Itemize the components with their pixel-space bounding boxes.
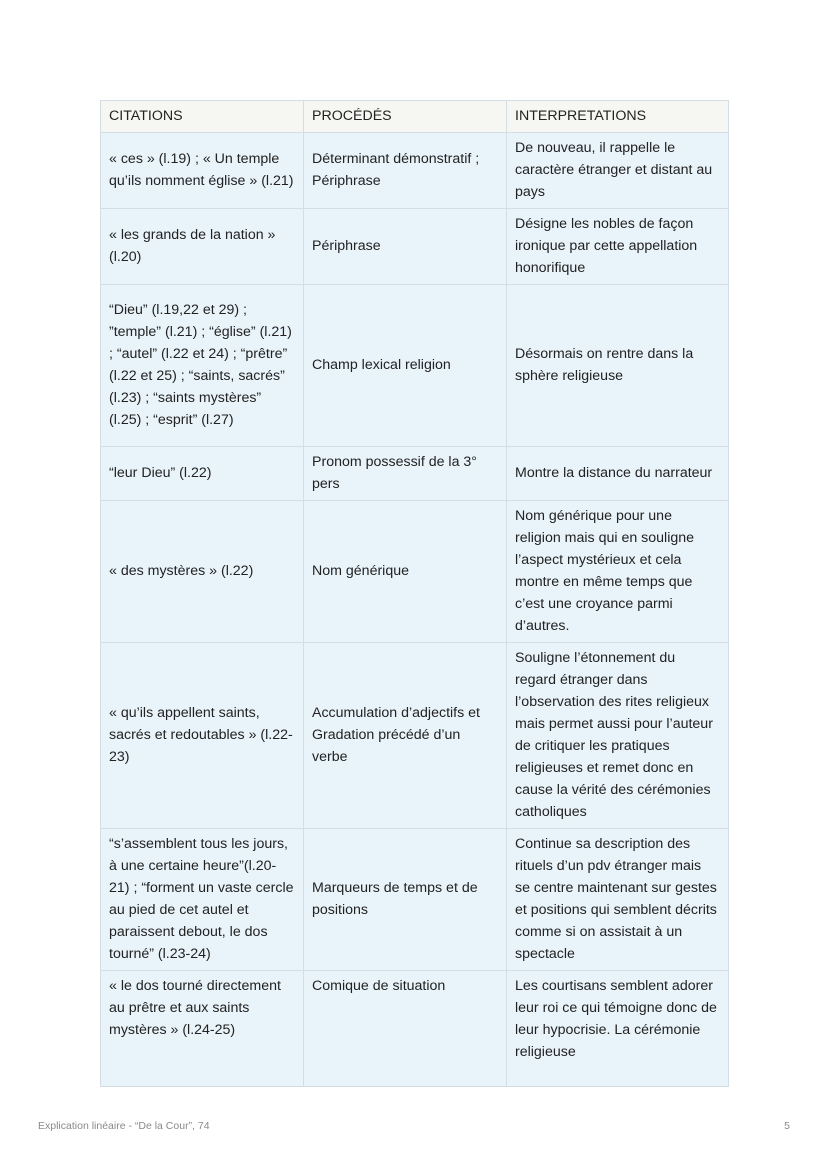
header-procedes: PROCÉDÉS <box>304 101 507 133</box>
analysis-table <box>100 100 729 1087</box>
procede-cell: Pronom possessif de la 3° pers <box>304 447 507 501</box>
interpretation-cell: Les courtisans semblent adorer leur roi ce qui témoigne donc de leur hypocrisie. La cérémonie religieuse <box>507 971 729 1087</box>
header-interpretations: INTERPRETATIONS <box>507 101 729 133</box>
interpretation-cell: Continue sa description des rituels d’un pdv étranger mais se centre maintenant sur gestes et positions qui semblent décrits comme si on assistait à un spectacle <box>507 829 729 971</box>
interpretation-cell: Montre la distance du narrateur <box>507 447 729 501</box>
interpretation-cell: Souligne l’étonnement du regard étranger dans l’observation des rites religieux mais permet aussi pour l’auteur de critiquer les pratiques religieuses et remet donc en cause la vérité des cérémonies catholiques <box>507 643 729 829</box>
citation-cell: « des mystères » (l.22) <box>101 501 304 643</box>
procede-cell: Déterminant démonstratif ; Périphrase <box>304 133 507 209</box>
table-row <box>101 971 729 1087</box>
footer-document-title: Explication linéaire - “De la Cour”, 74 <box>38 1120 210 1132</box>
citation-cell: « qu’ils appellent saints, sacrés et redoutables » (l.22-23) <box>101 643 304 829</box>
citation-cell: « ces » (l.19) ; « Un temple qu’ils nomment église » (l.21) <box>101 133 304 209</box>
table-row <box>101 133 729 209</box>
citation-cell: « les grands de la nation » (l.20) <box>101 209 304 285</box>
procede-cell: Périphrase <box>304 209 507 285</box>
procede-cell: Accumulation d’adjectifs et Gradation précédé d’un verbe <box>304 643 507 829</box>
table-row <box>101 501 729 643</box>
procede-cell: Marqueurs de temps et de positions <box>304 829 507 971</box>
citation-cell: “leur Dieu” (l.22) <box>101 447 304 501</box>
header-row <box>101 101 729 133</box>
procede-cell: Nom générique <box>304 501 507 643</box>
footer-page-number: 5 <box>784 1120 790 1132</box>
header-citations: CITATIONS <box>101 101 304 133</box>
interpretation-cell: Désigne les nobles de façon ironique par cette appellation honorifique <box>507 209 729 285</box>
table-row <box>101 285 729 447</box>
citation-cell: “Dieu” (l.19,22 et 29) ; ”temple” (l.21) ; “église” (l.21) ; “autel” (l.22 et 24) ; “prêtre” (l.22 et 25) ; “saints, sacrés” (l.23) ; “saints mystères” (l.25) ; “esprit” (l.27) <box>101 285 304 447</box>
table-row <box>101 643 729 829</box>
procede-cell: Comique de situation <box>304 971 507 1087</box>
table-row <box>101 209 729 285</box>
procede-cell: Champ lexical religion <box>304 285 507 447</box>
citation-cell: “s’assemblent tous les jours, à une certaine heure”(l.20-21) ; “forment un vaste cercle au pied de cet autel et paraissent debout, le dos tourné” (l.23-24) <box>101 829 304 971</box>
table-row <box>101 447 729 501</box>
interpretation-cell: Nom générique pour une religion mais qui en souligne l’aspect mystérieux et cela montre en même temps que c’est une croyance parmi d’autres. <box>507 501 729 643</box>
interpretation-cell: Désormais on rentre dans la sphère religieuse <box>507 285 729 447</box>
interpretation-cell: De nouveau, il rappelle le caractère étranger et distant au pays <box>507 133 729 209</box>
table-row <box>101 829 729 971</box>
citation-cell: « le dos tourné directement au prêtre et aux saints mystères » (l.24-25) <box>101 971 304 1087</box>
